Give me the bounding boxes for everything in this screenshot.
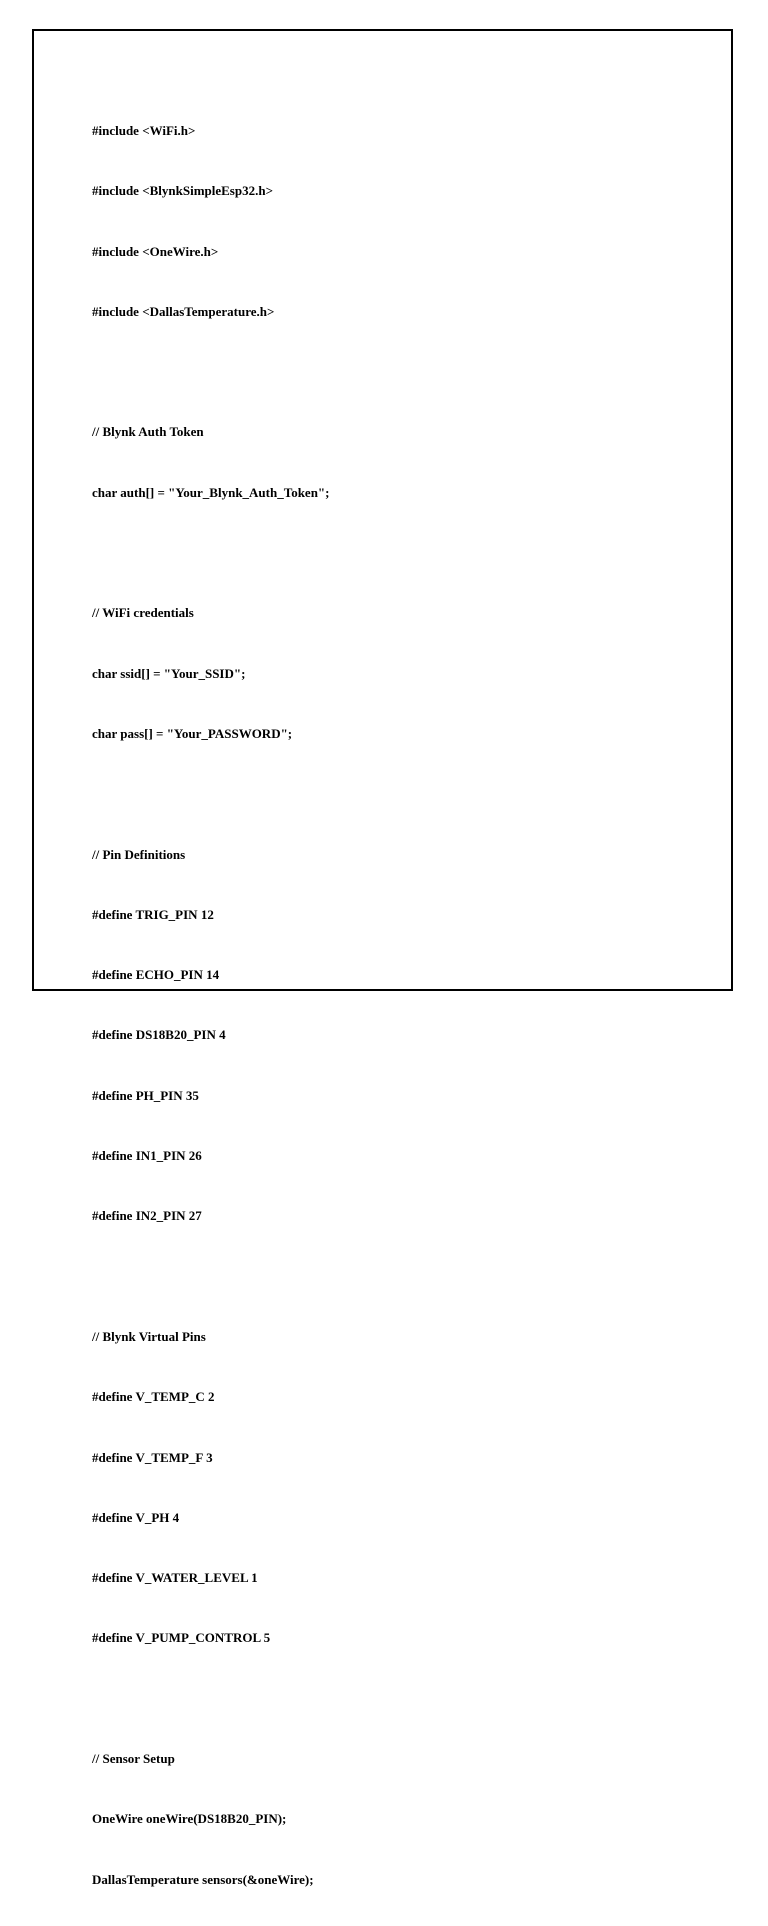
code-line: #define DS18B20_PIN 4 [92,1027,226,1043]
code-comment: // Blynk Auth Token [92,424,204,440]
code-line: #define PH_PIN 35 [92,1087,199,1103]
code-comment: // Blynk Virtual Pins [92,1328,206,1344]
code-line: char auth[] = "Your_Blynk_Auth_Token"; [92,484,330,500]
code-line: #define V_PUMP_CONTROL 5 [92,1630,271,1646]
code-line: #include <WiFi.h> [92,123,196,138]
code-line: #define ECHO_PIN 14 [92,967,220,983]
blank-line [92,1685,329,1713]
code-line: #define V_PH 4 [92,1509,180,1525]
code-line: #define V_TEMP_C 2 [92,1389,215,1405]
blank-line [92,1263,329,1291]
code-line: #define V_TEMP_F 3 [92,1449,213,1465]
code-line: char ssid[] = "Your_SSID"; [92,665,246,681]
code-line: OneWire oneWire(DS18B20_PIN); [92,1811,287,1827]
document-page [32,29,733,1887]
blank-line [92,780,329,808]
code-line: #define IN2_PIN 27 [92,1208,202,1224]
code-line: char pass[] = "Your_PASSWORD"; [92,725,293,741]
code-line: #include <OneWire.h> [92,243,219,259]
code-comment: // WiFi credentials [92,605,194,621]
code-comment: // Sensor Setup [92,1751,175,1767]
code-line: #define IN1_PIN 26 [92,1148,202,1164]
code-comment: // Pin Definitions [92,846,186,862]
code-line: #include <BlynkSimpleEsp32.h> [92,183,273,199]
blank-line [92,358,329,386]
code-line: DallasTemperature sensors(&oneWire); [92,1871,314,1887]
blank-line [92,539,329,567]
code-line: #define TRIG_PIN 12 [92,906,214,922]
code-line: #include <DallasTemperature.h> [92,303,275,319]
code-line: #define V_WATER_LEVEL 1 [92,1570,258,1586]
code-listing [92,85,329,1926]
